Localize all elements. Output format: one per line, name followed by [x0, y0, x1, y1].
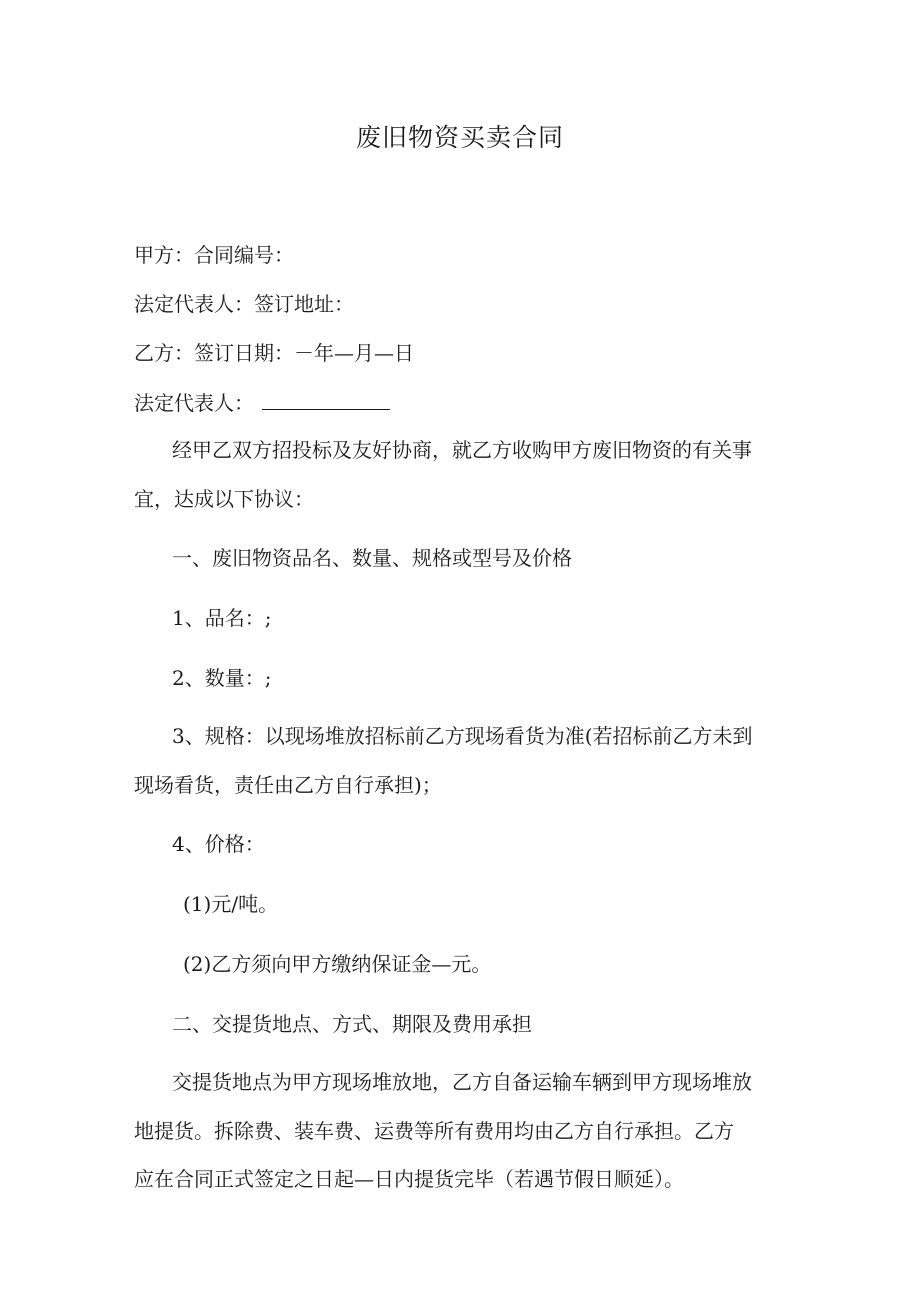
item-price: 4、价格： — [172, 832, 265, 856]
price-sub-1: (1)元/吨。 — [183, 892, 279, 916]
item-quantity: 2、数量：; — [172, 666, 272, 690]
party-a-line: 甲方：合同编号： — [134, 243, 294, 267]
item-spec-line-2: 现场看货，责任由乙方自行承担)； — [134, 773, 442, 797]
document-title: 废旧物资买卖合同 — [355, 123, 564, 152]
section2-para-line-3: 应在合同正式签定之日起—日内提货完毕（若遇节假日顺延）。 — [134, 1167, 684, 1191]
item-name: 1、品名：; — [172, 606, 272, 630]
signature-blank — [262, 389, 390, 410]
section2-heading: 二、交提货地点、方式、期限及费用承担 — [172, 1012, 532, 1036]
item-spec-line-1: 3、规格：以现场堆放招标前乙方现场看货为准(若招标前乙方未到 — [172, 724, 753, 748]
legal-rep-line-2 — [134, 389, 390, 416]
legal-rep-label: 法定代表人： — [134, 391, 254, 415]
intro-line-2: 宜，达成以下协议： — [134, 487, 314, 511]
price-sub-2: (2)乙方须向甲方缴纳保证金—元。 — [183, 952, 492, 976]
section2-para-line-1: 交提货地点为甲方现场堆放地，乙方自备运输车辆到甲方现场堆放 — [172, 1070, 752, 1094]
legal-rep-line-1: 法定代表人：签订地址： — [134, 292, 354, 316]
section2-para-line-2: 地提货。拆除费、装车费、运费等所有费用均由乙方自行承担。乙方 — [134, 1119, 734, 1143]
section1-heading: 一、废旧物资品名、数量、规格或型号及价格 — [172, 546, 572, 570]
party-b-line: 乙方：签订日期：－年—月—日 — [134, 341, 414, 365]
intro-line-1: 经甲乙双方招投标及友好协商，就乙方收购甲方废旧物资的有关事 — [172, 438, 752, 462]
